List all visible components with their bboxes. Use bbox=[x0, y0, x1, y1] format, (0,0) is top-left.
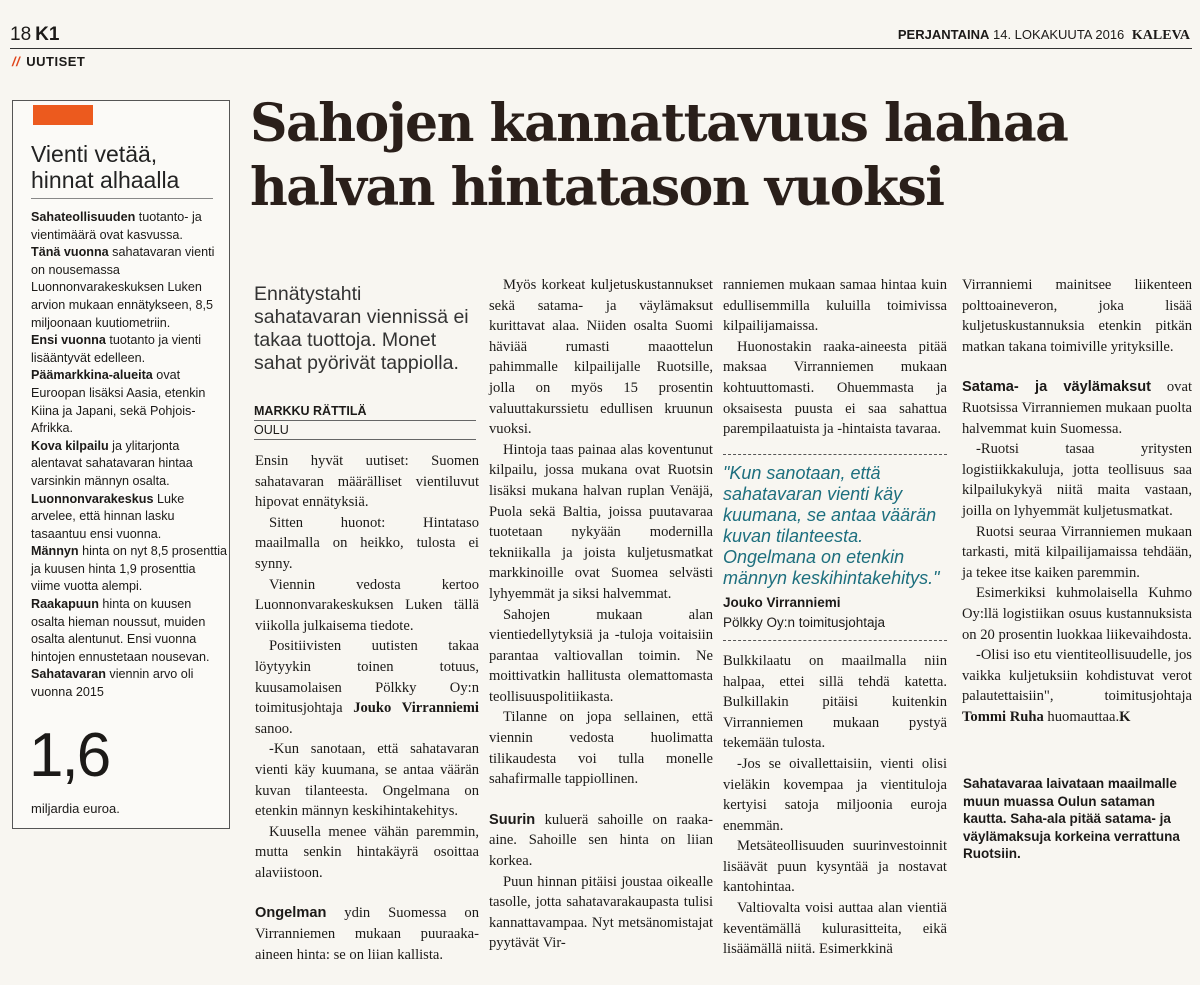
paragraph-text: Metsäteollisuuden suurinvestoinnit lisäävät puun kysyntää ja nostavat kantohintaa. bbox=[723, 838, 947, 896]
fact-item-text: ovat Euroopan lisäksi Aasia, etenkin Kiina ja Japani, sekä Pohjois-Afrikka. bbox=[31, 368, 206, 436]
paragraph bbox=[723, 898, 947, 960]
fact-item-lead: Kova kilpailu bbox=[31, 438, 109, 453]
article-section bbox=[723, 651, 947, 960]
fact-item-text: hinta on kuusen osalta hieman noussut, muiden osalta alentunut. Ensi vuonna hintojen ennustetaan nousevan. bbox=[31, 597, 210, 664]
fact-item bbox=[31, 543, 227, 596]
headline: Sahojen kannattavuus laahaa halvan hintatason vuoksi bbox=[250, 93, 1068, 218]
fact-item-lead: Raakapuun bbox=[31, 597, 99, 612]
paragraph bbox=[255, 513, 479, 575]
paragraph-text: -Jos se oivallettaisiin, vienti olisi vieläkin kovempaa ja vientituloja kertyisi satoja miljoonia euroja enemmän. bbox=[723, 755, 947, 834]
fact-item-text: viennin arvo oli vuonna 2015 bbox=[31, 667, 194, 700]
article-section bbox=[962, 377, 1192, 727]
paragraph bbox=[255, 903, 479, 965]
weekday: PERJANTAINA bbox=[897, 27, 990, 42]
dek: Ennätystahti sahatavaran viennissä ei takaa tuottoja. Monet sahat pyörivät tappiolla. bbox=[254, 283, 469, 374]
paragraph-lead: Satama- ja väylämaksut bbox=[962, 379, 1152, 396]
pull-quote-name: Jouko Virranniemi bbox=[723, 594, 841, 610]
fact-item-lead: Männyn bbox=[31, 544, 79, 559]
fact-item bbox=[31, 209, 227, 244]
paragraph bbox=[723, 651, 947, 754]
pull-quote bbox=[723, 454, 947, 641]
fact-box-big-number-unit: miljardia euroa. bbox=[31, 801, 120, 816]
article-column-1 bbox=[255, 451, 479, 985]
paragraph-text: Virranniemi mainitsee liikenteen polttoaineveron, joka lisää kuljetuskustannuksia etenkin pitkän matkan takana toimiville yrityksille. bbox=[962, 277, 1192, 355]
paragraph-text: Myös korkeat kuljetuskustannukset sekä satama- ja väylämaksut kurittavat alaa. Niiden osalta Suomi häviää rumasti maaottelun pahimmalle kilpailijalle Ruotsille, jolla on myös 15 prosentin valuuttakurssietu edullisen kruunun vuoksi. bbox=[489, 277, 713, 438]
paragraph-text: -Ruotsi tasaa yritysten logistiikkakuluja, jotta teollisuus saa kilpailukykyä niitä maita vastaan, joilla on lyhyemmät kuljetusmatkat. bbox=[962, 441, 1192, 519]
paragraph-text: Tilanne on jopa sellainen, että viennin vedosta huolimatta tilikaudesta voi tulla monelle sahafirmalle tappiollinen. bbox=[489, 709, 713, 788]
paragraph-text: kuluerä sahoille on raaka-aine. Sahoille sen hinta on liian korkea. bbox=[489, 811, 713, 870]
fact-item bbox=[31, 666, 227, 701]
article-column-4 bbox=[962, 275, 1192, 747]
fact-item bbox=[31, 244, 227, 332]
header-rule bbox=[10, 48, 1192, 49]
date: 14. LOKAKUUTA 2016 bbox=[993, 27, 1125, 42]
fact-item bbox=[31, 438, 227, 491]
paragraph bbox=[723, 836, 947, 898]
paragraph-text: Positiivisten uutisten takaa löytyykin toinen totuus, kuusamolaisen Pölkky Oy:n toimitusjohtaja bbox=[255, 638, 479, 717]
paragraph-text: Kuusella menee vähän paremmin, mutta senkin hintakäyrä osoittaa alaviistoon. bbox=[255, 823, 479, 881]
fact-item bbox=[31, 596, 227, 666]
photo-caption: Sahatavaraa laivataan maailmalle muun muassa Oulun sataman kautta. Saha-ala pitää satama- ja väylämaksuja korkeina verrattuna Ruotsiin. bbox=[963, 776, 1180, 861]
fact-item-lead: Päämarkkina-alueita bbox=[31, 368, 153, 383]
paragraph bbox=[255, 636, 479, 739]
paragraph bbox=[255, 451, 479, 513]
paragraph bbox=[489, 707, 713, 789]
paragraph bbox=[962, 275, 1192, 357]
article-column-3 bbox=[723, 275, 947, 980]
paragraph bbox=[489, 872, 713, 954]
paragraph bbox=[255, 739, 479, 821]
article-section bbox=[255, 903, 479, 965]
paragraph-text: Ensin hyvät uutiset: Suomen sahatavaran määrälliset vientiluvut hipovat ennätyksiä. bbox=[255, 453, 479, 511]
fact-item-text: tuotanto ja vienti lisääntyvät edelleen. bbox=[31, 333, 202, 365]
fact-box-big-number: 1,6 bbox=[29, 721, 110, 790]
paragraph-text: ranniemen mukaan samaa hintaa kuin edullisemmilla kuluilla toimivissa kilpailijamaissa. bbox=[723, 277, 947, 335]
accent-bar bbox=[33, 105, 93, 125]
paragraph bbox=[489, 275, 713, 440]
fact-item-text: tuotanto- ja vientimäärä ovat kasvussa. bbox=[31, 210, 202, 242]
paragraph bbox=[255, 575, 479, 637]
dateline bbox=[898, 27, 1190, 44]
paragraph-text: -Olisi iso etu vientiteollisuudelle, jos vaikka kuljetuksiin kohdistuvat verot palautettaisiin", toimitusjohtaja bbox=[962, 647, 1192, 705]
paragraph-text: ydin Suomessa on Virranniemen mukaan puuraaka-aineen hinta: se on liian kallista. bbox=[255, 905, 479, 963]
paragraph-text: Viennin vedosta kertoo Luonnonvarakeskuksen Luken tällä viikolla julkaisema tiedote. bbox=[255, 576, 479, 634]
paragraph bbox=[723, 754, 947, 836]
fact-item bbox=[31, 332, 227, 367]
paragraph bbox=[962, 583, 1192, 645]
fact-item-lead: Sahateollisuuden bbox=[31, 210, 136, 224]
fact-item-text: sahatavaran vienti on nousemassa Luonnonvarakeskuksen Luken arvion mukaan ennätykseen, 8,5 miljoonaan kuutiometriin. bbox=[31, 245, 215, 330]
page-number-value: 18 bbox=[10, 24, 32, 45]
paragraph bbox=[962, 645, 1192, 727]
paragraph-text: ovat Ruotsissa Virranniemen mukaan puolta halvemmat kuin Suomessa. bbox=[962, 379, 1192, 437]
paragraph-text: -Kun sanotaan, että sahatavaran vienti käy kuumana, se antaa väärän kuvan tilanteesta. Ongelmana on etenkin männyn keskihintakehitys. bbox=[255, 741, 479, 820]
paragraph bbox=[489, 440, 713, 605]
fact-item-text: Luke arvelee, että hinnan lasku tasaantuu ensi vuonna. bbox=[31, 491, 185, 541]
paragraph-text: Huonostakin raaka-aineesta pitää maksaa Virranniemen mukaan kohtuuttomasti. Ohuemmasta ja oksaisesta puusta ei saa sahattua parempilaatuista ja -hintaista tavaraa. bbox=[723, 338, 947, 438]
end-mark: K bbox=[1119, 708, 1131, 725]
paragraph bbox=[723, 337, 947, 440]
paragraph-text: Ruotsi seuraa Virranniemen mukaan tarkasti, mitä kilpailijamaissa tehdään, ja tekee itse kaiken paremmin. bbox=[962, 523, 1192, 581]
paragraph-text: Sahojen mukaan alan vientiedellytyksiä ja -tuloja voitaisiin parantaa valtiovallan toimin. Ne moittivatkin hallitusta olemattomasta teollisuuspolitiikasta. bbox=[489, 606, 713, 705]
paragraph-text: sanoo. bbox=[255, 720, 293, 737]
fact-item-lead: Tänä vuonna bbox=[31, 245, 109, 260]
paragraph bbox=[723, 275, 947, 337]
article-section bbox=[489, 810, 713, 954]
fact-item bbox=[31, 367, 227, 437]
fact-box-rule bbox=[31, 198, 213, 199]
paragraph-text: Hintoja taas painaa alas koventunut kilpailu, jossa mukana ovat Ruotsin lisäksi mukana halvan ruplan Venäjä, Puola sekä Baltia, joissa puutavaraa tuotetaan nykyään modernilla tekniikalla ja joista kuljetusmatkat markkinoille ovat Suomea selvästi lyhyemmät ja siksi halvemmat. bbox=[489, 441, 713, 602]
location: OULU bbox=[254, 421, 476, 440]
page-number bbox=[10, 24, 59, 46]
fact-item-text: ja ylitarjonta alentavat sahatavaran hintaa varsinkin männyn osalta. bbox=[31, 438, 193, 488]
article-section bbox=[489, 275, 713, 790]
person-name: Jouko Virranniemi bbox=[353, 700, 479, 717]
paragraph-lead: Ongelman bbox=[255, 905, 327, 922]
fact-item-text: hinta on nyt 8,5 prosenttia ja kuusen hinta 1,9 prosenttia viime vuotta alempi. bbox=[31, 544, 228, 594]
paragraph bbox=[489, 810, 713, 872]
article-column-2 bbox=[489, 275, 713, 974]
article-section bbox=[723, 275, 947, 440]
paragraph bbox=[962, 522, 1192, 584]
paragraph bbox=[962, 377, 1192, 439]
fact-item-lead: Luonnonvarakeskus bbox=[31, 491, 154, 506]
fact-box-items bbox=[31, 209, 227, 702]
fact-box bbox=[12, 100, 230, 829]
fact-item-lead: Ensi vuonna bbox=[31, 333, 106, 348]
paragraph-text: Valtiovalta voisi auttaa alan vientiä keventämällä kulurasitteita, eikä lisäämällä niitä. Esimerkkinä bbox=[723, 900, 947, 958]
paragraph bbox=[962, 439, 1192, 521]
byline bbox=[254, 402, 476, 440]
paragraph bbox=[255, 822, 479, 884]
article-section bbox=[962, 275, 1192, 357]
section-label bbox=[12, 54, 85, 69]
section-slash-icon: // bbox=[12, 54, 21, 69]
person-name: Tommi Ruha bbox=[962, 708, 1044, 725]
fact-item bbox=[31, 491, 227, 544]
paragraph-lead: Suurin bbox=[489, 811, 536, 828]
fact-box-title: Vienti vetää, hinnat alhaalla bbox=[31, 141, 180, 193]
pull-quote-role: Pölkky Oy:n toimitusjohtaja bbox=[723, 615, 886, 631]
fact-item-lead: Sahatavaran bbox=[31, 667, 106, 682]
paragraph-text: Bulkkilaatu on maailmalla niin halpaa, ettei sillä tehdä katetta. Bulkillakin pitäisi kuitenkin Virranniemen mukaan pystyä tekemään tulosta. bbox=[723, 652, 947, 752]
pull-quote-text: "Kun sanotaan, että sahatavaran vienti käy kuumana, se antaa väärän kuvan tilanteesta. Ongelmana on etenkin männyn keskihintakehitys." bbox=[723, 462, 940, 588]
paragraph-text: huomauttaa. bbox=[1043, 708, 1120, 725]
edition-label: K1 bbox=[35, 24, 60, 45]
paragraph bbox=[489, 605, 713, 708]
paragraph-text: Puun hinnan pitäisi joustaa oikealle tasolle, jotta sahatavarakaupasta tulisi kannattavampaa. Nyt metsänomistajat pyytävät Vir- bbox=[489, 873, 713, 952]
article-section bbox=[255, 451, 479, 883]
paper-name: KALEVA bbox=[1131, 28, 1190, 43]
section-name: UUTISET bbox=[26, 54, 86, 69]
author: MARKKU RÄTTILÄ bbox=[254, 402, 476, 421]
paragraph-text: Esimerkiksi kuhmolaisella Kuhmo Oy:llä logistiikan osuus kustannuksista on 20 prosentin luokkaa liikevaihdosta. bbox=[962, 585, 1192, 643]
paragraph-text: Sitten huonot: Hintataso maailmalla on heikko, tulosta ei synny. bbox=[255, 514, 479, 572]
